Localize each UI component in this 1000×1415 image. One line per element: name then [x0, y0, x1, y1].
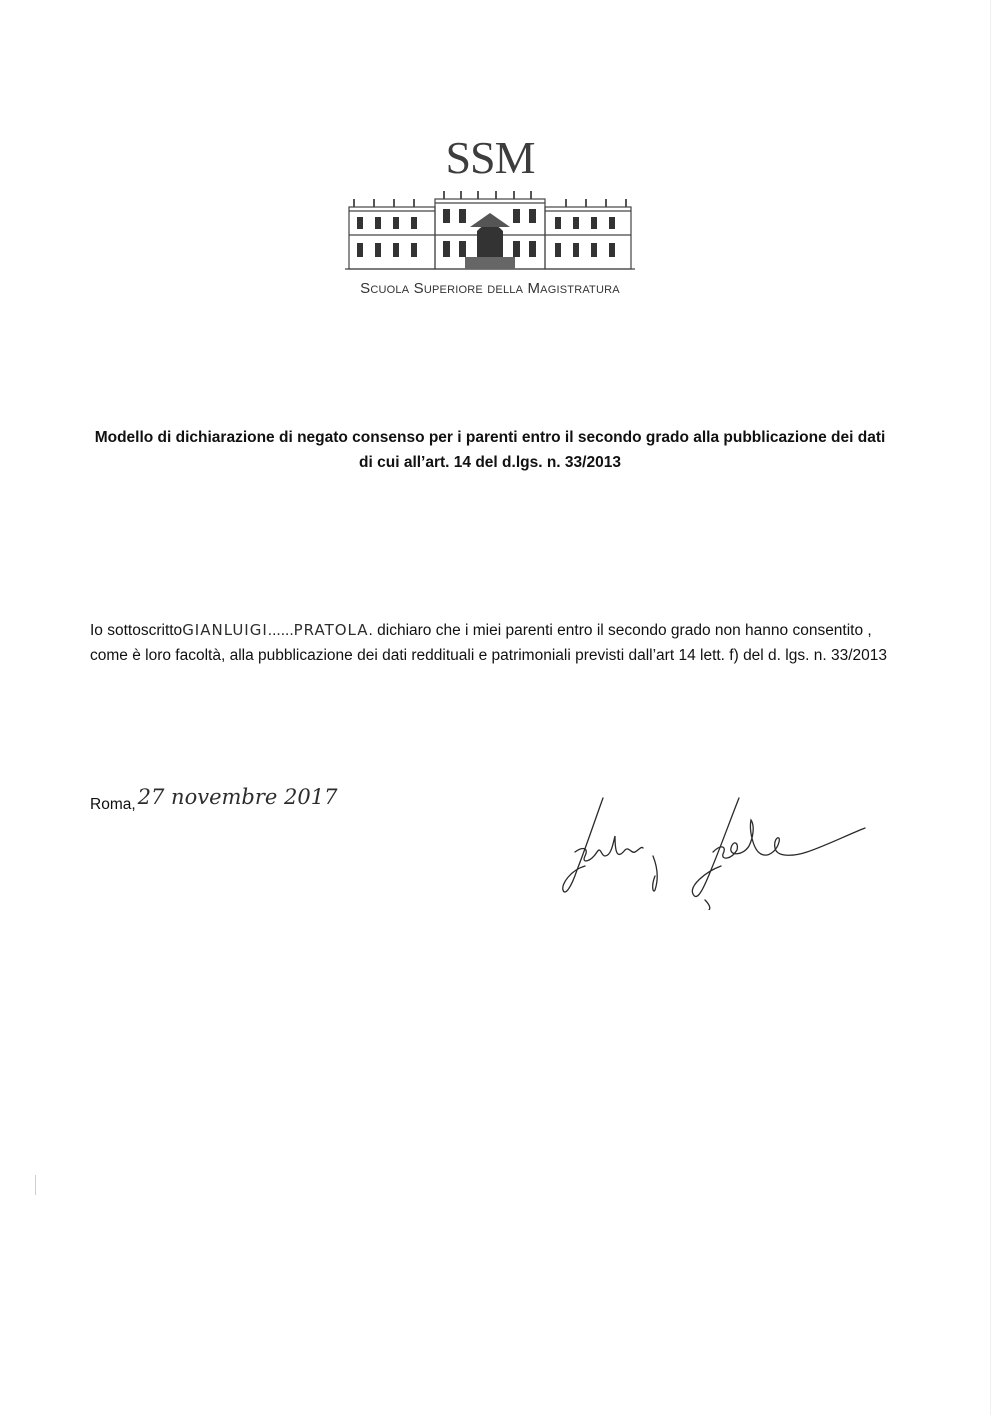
declaration-text: . dichiaro che i miei parenti entro il secondo grado non hanno consentito , come è loro facoltà, alla pubblicazione dei dati reddituali e patrimoniali previsti dall’art 14 lett. f) del d. lgs. n. 33/2013: [90, 622, 887, 664]
date-place: Roma,: [90, 796, 136, 813]
building-logo-icon: [345, 191, 635, 271]
declaration-paragraph: [90, 618, 890, 668]
ssm-logo-text: SSM: [445, 132, 535, 183]
letterhead: [300, 132, 680, 303]
institution-name-svg: [345, 277, 635, 299]
date-line: [90, 785, 338, 814]
scan-mark: [35, 1175, 36, 1195]
handwritten-signature: [555, 790, 875, 910]
institution-name-text: Scuola Superiore della Magistratura: [360, 280, 620, 297]
document-title: Modello di dichiarazione di negato consenso per i parenti entro il secondo grado alla pubblicazione dei dati di cui all’art. 14 del d.lgs. n. 33/2013: [94, 429, 886, 471]
dotted-separator: ......: [267, 622, 294, 639]
handwritten-last-name: PRATOLA: [293, 621, 369, 639]
declaration-prefix: Io sottoscritto: [90, 622, 183, 639]
handwritten-date: 27 novembre 2017: [137, 785, 338, 809]
scan-edge: [990, 0, 991, 1415]
institution-name: [300, 277, 680, 303]
handwritten-first-name: GIANLUIGI: [182, 621, 268, 639]
